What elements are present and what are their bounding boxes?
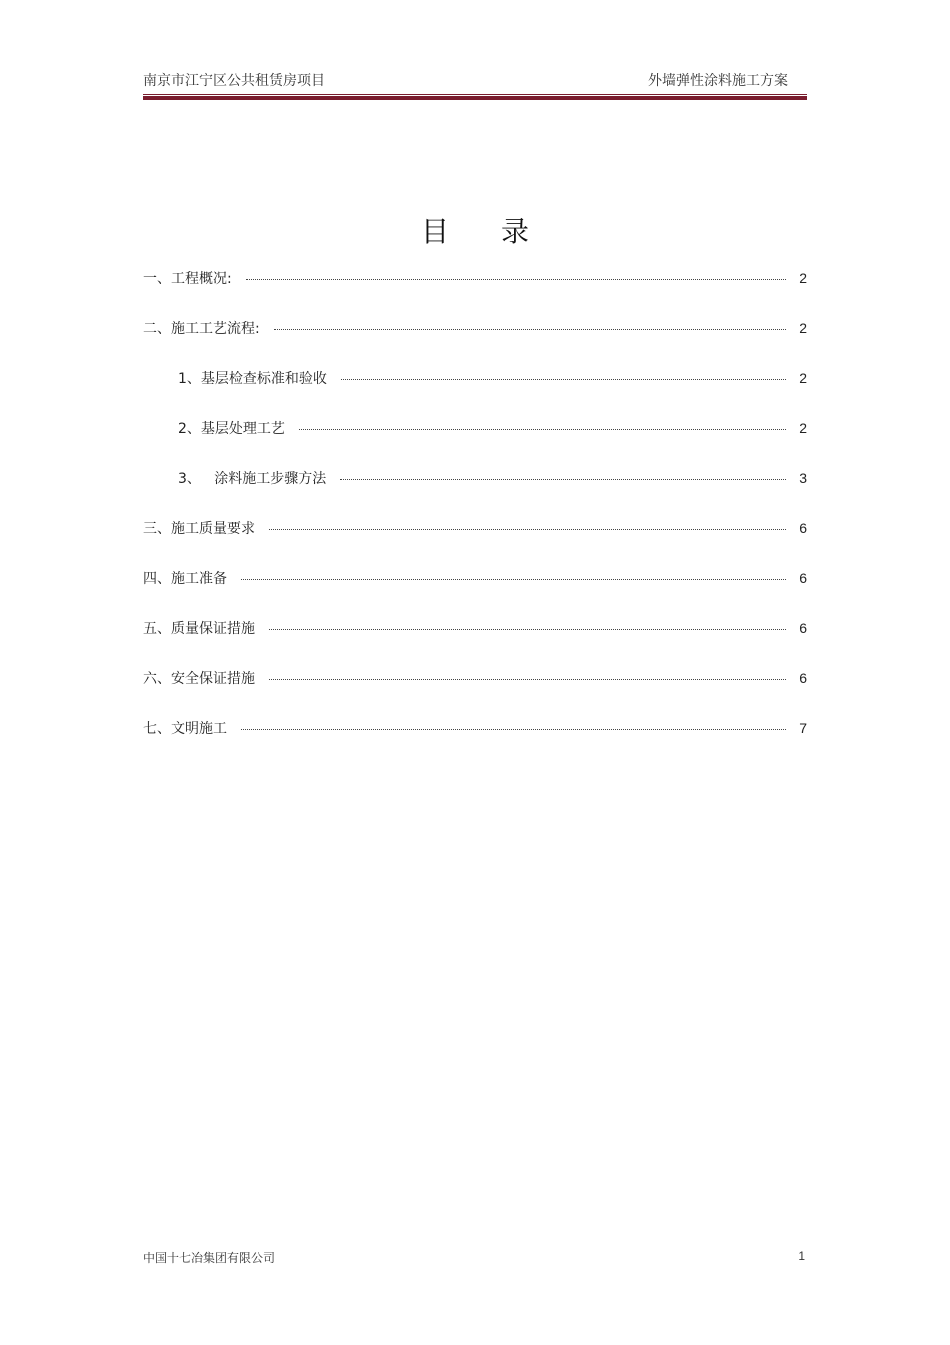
toc-entry-page: 2: [799, 320, 807, 336]
toc-entry-page: 2: [799, 370, 807, 386]
toc-entry-page: 3: [799, 470, 807, 486]
toc-leader-dots: [269, 629, 786, 630]
toc-entry-1[interactable]: [143, 268, 807, 293]
toc-leader-dots: [246, 279, 786, 280]
toc-entry-2-1[interactable]: [143, 368, 807, 393]
toc-entry-label: 二、施工工艺流程:: [143, 321, 260, 337]
toc-leader-dots: [269, 529, 786, 530]
toc-entry-page: 6: [799, 670, 807, 686]
toc-entry-5[interactable]: [143, 618, 807, 643]
toc-entry-page: 2: [799, 270, 807, 286]
toc-entry-2[interactable]: [143, 318, 807, 343]
toc-entry-page: 2: [799, 420, 807, 436]
toc-leader-dots: [241, 729, 786, 730]
toc-entry-3[interactable]: [143, 518, 807, 543]
toc-entry-page: 6: [799, 520, 807, 536]
toc-entry-label: 2、基层处理工艺: [178, 421, 285, 437]
table-of-contents: [143, 268, 807, 768]
toc-entry-page: 6: [799, 620, 807, 636]
footer-company-name: 中国十七冶集团有限公司: [143, 1251, 276, 1265]
toc-title: 目录: [420, 215, 581, 248]
toc-entry-6[interactable]: [143, 668, 807, 693]
header-document-title: 外墙弹性涂料施工方案: [648, 73, 788, 89]
header-project-name: 南京市江宁区公共租赁房项目: [143, 73, 325, 89]
header-rule-thin: [143, 94, 807, 95]
toc-entry-2-2[interactable]: [143, 418, 807, 443]
toc-leader-dots: [299, 429, 786, 430]
toc-entry-label: 六、安全保证措施: [143, 671, 255, 687]
toc-entry-page: 6: [799, 570, 807, 586]
toc-leader-dots: [274, 329, 786, 330]
header-rule-thick: [143, 96, 807, 100]
toc-leader-dots: [241, 579, 786, 580]
toc-entry-label: 1、基层检查标准和验收: [178, 371, 327, 387]
toc-entry-label: 五、质量保证措施: [143, 621, 255, 637]
toc-entry-label: 3、 涂料施工步骤方法: [178, 471, 327, 487]
toc-entry-label: 四、施工准备: [143, 571, 227, 587]
toc-entry-4[interactable]: [143, 568, 807, 593]
toc-leader-dots: [269, 679, 786, 680]
toc-entry-label: 三、施工质量要求: [143, 521, 255, 537]
toc-entry-2-3[interactable]: [143, 468, 807, 493]
toc-leader-dots: [340, 479, 786, 480]
toc-leader-dots: [341, 379, 786, 380]
footer-page-number: 1: [798, 1249, 805, 1263]
toc-entry-page: 7: [799, 720, 807, 736]
toc-entry-7[interactable]: [143, 718, 807, 743]
toc-entry-label: 一、工程概况:: [143, 271, 232, 287]
toc-entry-label: 七、文明施工: [143, 721, 227, 737]
